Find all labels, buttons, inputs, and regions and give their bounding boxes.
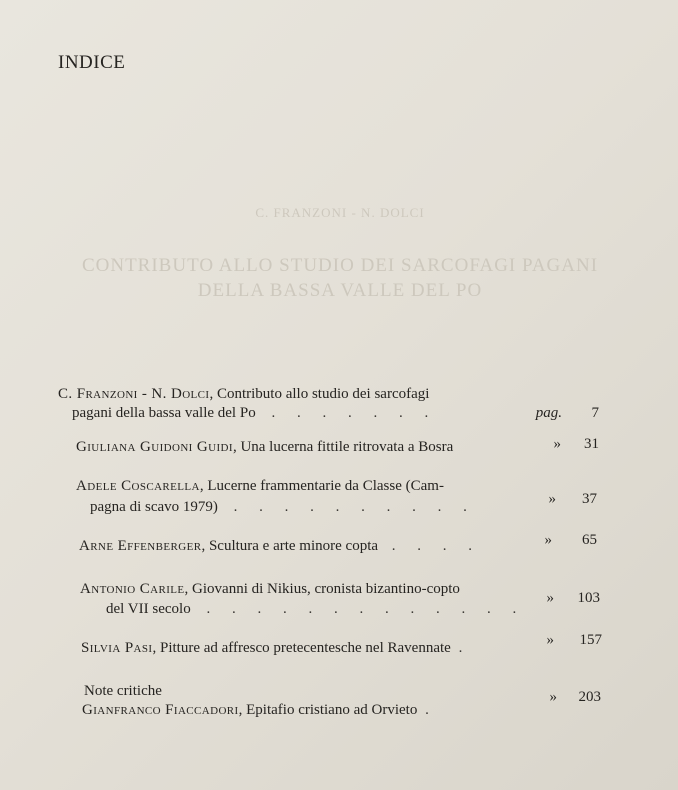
bleed-through-text: CONTRIBUTO ALLO STUDIO DEI SARCOFAGI PAGANI <box>81 255 599 276</box>
leader-dots: . . . . <box>391 538 482 554</box>
entry-author: Silvia Pasi <box>81 640 153 656</box>
entry-author: Gianfranco Fiaccadori <box>82 702 239 718</box>
page-number: 37 <box>582 491 597 507</box>
bleed-through-text: C. FRANZONI - N. DOLCI <box>255 205 425 220</box>
entry-author: Arne Effenberger <box>79 538 202 554</box>
page-number: 203 <box>578 689 601 705</box>
page-prefix: » <box>548 491 556 507</box>
entry-title-cont: del VII secolo <box>106 601 191 617</box>
entry-author: Adele Coscarella <box>76 478 200 494</box>
page-prefix: » <box>553 436 561 452</box>
entry-title: , Scultura e arte minore copta <box>201 538 379 554</box>
leader-dots: . . . . . . . <box>271 405 438 421</box>
leader-dots: . <box>425 702 438 718</box>
leader-dots: . . . . . . . . . . <box>233 499 476 515</box>
page-number: 157 <box>579 632 602 648</box>
entry-title: , Contributo allo studio dei sarcofagi <box>209 386 430 402</box>
page-number: 65 <box>582 532 597 548</box>
page-prefix: pag. <box>535 405 562 421</box>
entry-title: , Lucerne frammentarie da Classe (Cam- <box>199 478 444 494</box>
leader-dots: . . . . . . . . . . . . . <box>206 601 526 617</box>
index-heading: INDICE <box>58 52 126 73</box>
entry-title: , Giovanni di Nikius, cronista bizantino-copto <box>184 581 460 597</box>
entry-title: , Pitture ad affresco pretecentesche nel Ravennate <box>152 640 451 656</box>
entry-title: , Una lucerna fittile ritrovata a Bosra <box>232 439 454 455</box>
section-label: Note critiche <box>84 683 162 699</box>
page-prefix: » <box>546 632 554 648</box>
page-number: 103 <box>577 590 600 606</box>
page-prefix: » <box>546 590 554 606</box>
bleed-through-text: DELLA BASSA VALLE DEL PO <box>197 280 483 301</box>
entry-author: Giuliana Guidoni Guidi <box>76 439 233 455</box>
entry-title: , Epitafio cristiano ad Orvieto <box>238 702 418 718</box>
page-number: 31 <box>584 436 599 452</box>
entry-author: C. Franzoni - N. Dolci <box>58 386 210 402</box>
entry-title-cont: pagna di scavo 1979) <box>90 499 218 515</box>
page-prefix: » <box>544 532 552 548</box>
leader-dots: . <box>458 640 472 656</box>
entry-title-cont: pagani della bassa valle del Po <box>72 405 256 421</box>
page-prefix: » <box>549 689 557 705</box>
page-number: 7 <box>591 405 599 421</box>
entry-author: Antonio Carile <box>80 581 185 597</box>
